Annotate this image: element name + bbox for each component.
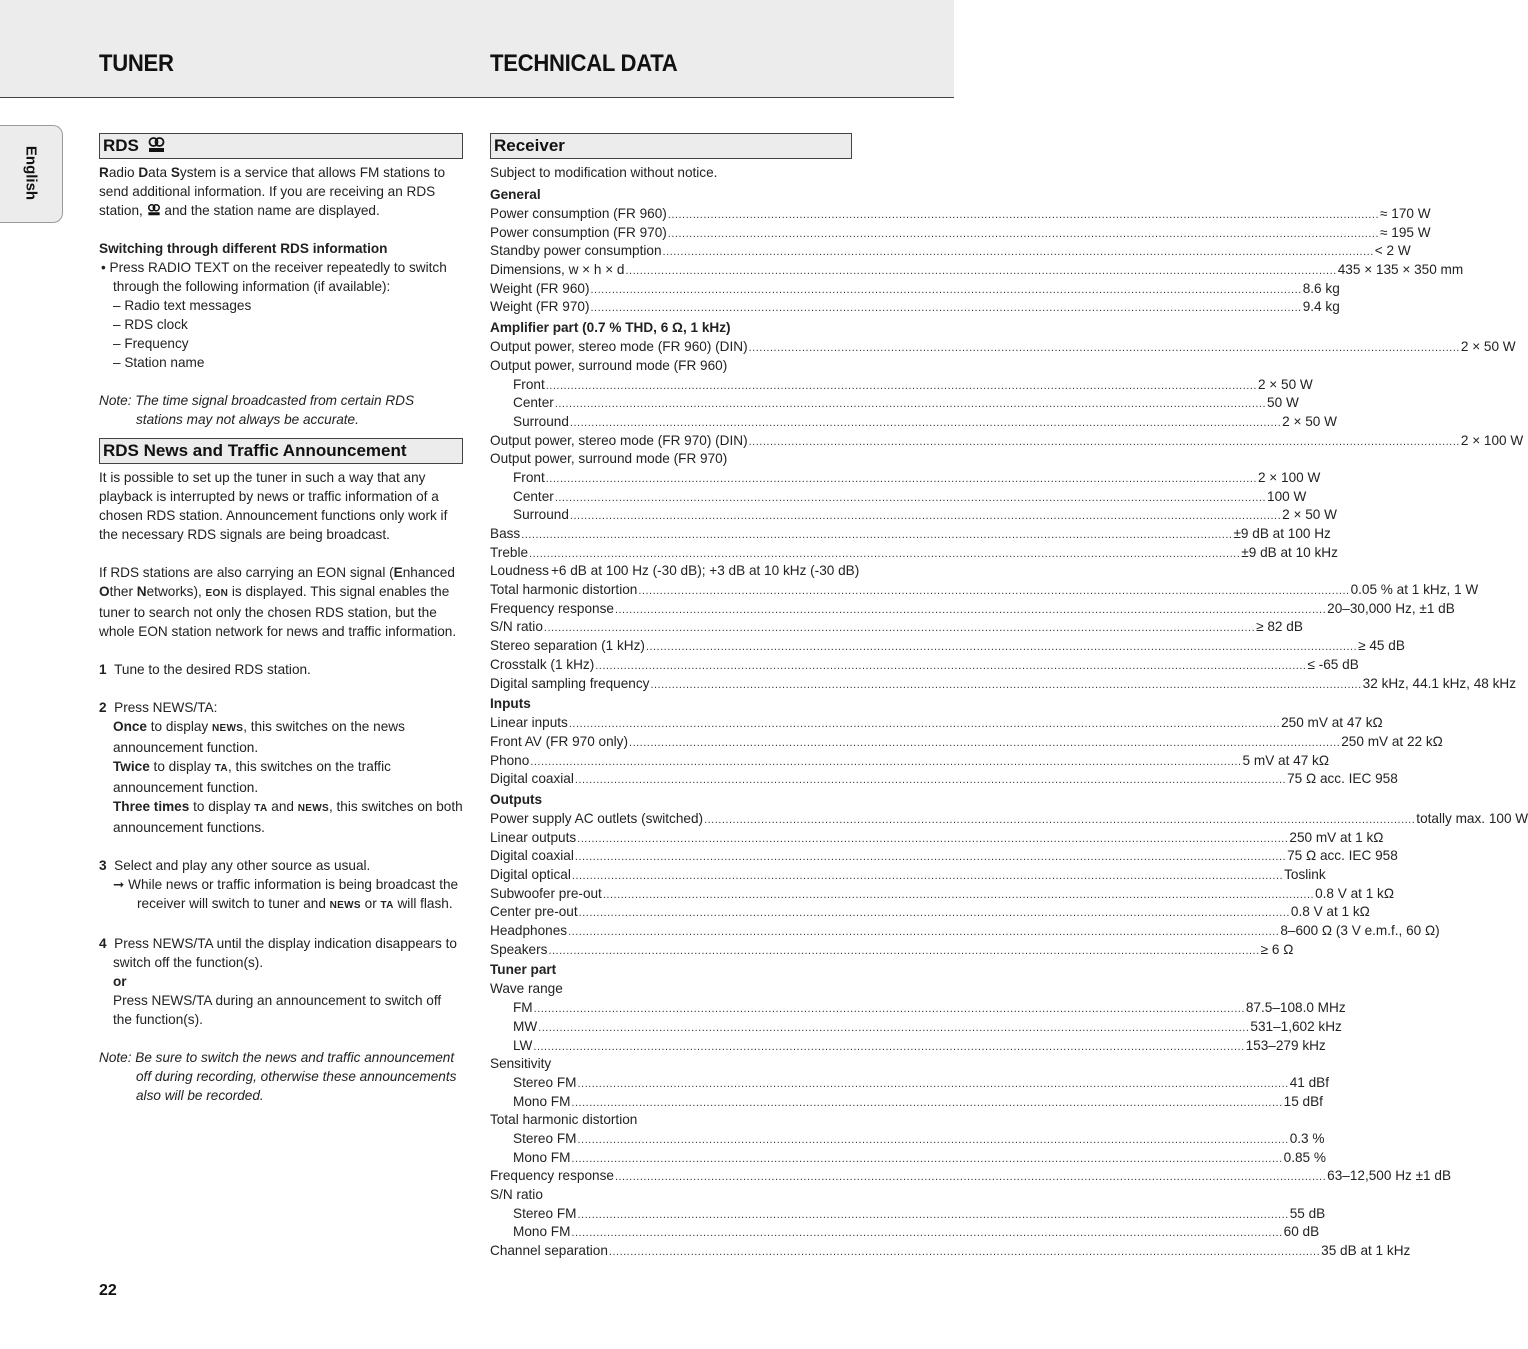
rds-info-list — [99, 296, 463, 372]
step-4: 4 Press NEWS/TA until the display indication disappears to switch off the function(s). — [99, 936, 457, 970]
spec-row — [490, 921, 1440, 940]
spec-row — [490, 1204, 1326, 1223]
leader-dots: ........................................................................................................................................................................................................ — [568, 926, 1280, 939]
spec-row — [490, 636, 1405, 655]
spec-label: Output power, stereo mode (FR 960) (DIN) — [490, 339, 748, 355]
spec-value: ±9 dB at 10 kHz — [1241, 544, 1338, 560]
spec-value: 60 dB — [1283, 1224, 1320, 1240]
spec-row — [490, 279, 1340, 298]
leader-dots: ........................................................................................................................................................................................................ — [650, 678, 1362, 691]
spec-label: Stereo FM — [513, 1130, 577, 1146]
spec-label: Frequency response — [490, 1168, 614, 1184]
spec-value: 9.4 kg — [1302, 299, 1340, 315]
spec-label: Surround — [513, 413, 569, 429]
spec-value: 41 dBf — [1289, 1074, 1330, 1090]
spec-row — [490, 487, 1307, 506]
spec-label: Standby power consumption — [490, 243, 662, 259]
leader-dots: ........................................................................................................................................................................................................ — [590, 302, 1302, 315]
spec-label: LW — [513, 1037, 533, 1053]
spec-row — [490, 468, 1321, 487]
spec-value: 15 dBf — [1283, 1093, 1323, 1109]
list-item: – RDS clock — [113, 317, 188, 332]
spec-row — [490, 1129, 1325, 1148]
spec-row — [490, 1166, 1452, 1185]
spec-label: Front — [513, 376, 545, 392]
spec-row — [490, 241, 1411, 260]
spec-label: Bass — [490, 526, 521, 541]
news-intro: It is possible to set up the tuner in such a way that any playback is interrupted by news or traffic information of a chosen RDS station. Announcement functions only work if the necessary RDS signals are being broadcast. — [99, 470, 448, 542]
spec-row — [490, 1017, 1342, 1036]
leader-dots: ........................................................................................................................................................................................................ — [667, 227, 1380, 240]
spec-label: Mono FM — [513, 1093, 571, 1109]
step-2: 2 Press NEWS/TA: — [99, 700, 218, 715]
leader-dots: ........................................................................................................................................................................................................ — [577, 1208, 1289, 1221]
spec-row — [490, 431, 1524, 450]
spec-value: ≈ 195 W — [1380, 224, 1431, 240]
spec-row — [490, 902, 1370, 921]
spec-row — [490, 505, 1337, 524]
leader-dots: ........................................................................................................................................................................................................ — [533, 1040, 1245, 1053]
step-2-once: Once to display NEWS, this switches on the news announcement function. — [113, 719, 405, 755]
header-band — [0, 0, 954, 98]
spec-row — [490, 561, 860, 580]
spec-label: Phono — [490, 752, 530, 768]
right-column — [490, 133, 1528, 1260]
leader-dots: ........................................................................................................................................................................................................ — [614, 603, 1327, 616]
spec-row — [490, 1036, 1326, 1055]
leader-dots: ........................................................................................................................................................................................................ — [574, 851, 1287, 864]
spec-value: 75 Ω acc. IEC 958 — [1287, 771, 1398, 787]
spec-row — [490, 940, 1294, 959]
spec-row — [490, 828, 1384, 847]
receiver-heading: Receiver — [490, 133, 852, 159]
spec-label: Digital optical — [490, 867, 571, 882]
leader-dots: ........................................................................................................................................................................................................ — [571, 1096, 1283, 1109]
step-3: 3 Select and play any other source as usual. — [99, 858, 371, 873]
spec-label: Surround — [513, 507, 569, 523]
spec-value: 2 × 50 W — [1460, 339, 1516, 355]
spec-value: 0.8 V at 1 kΩ — [1290, 904, 1370, 920]
spec-label: Treble — [490, 544, 529, 560]
spec-value: 20–30,000 Hz, ±1 dB — [1327, 600, 1455, 616]
spec-row — [490, 655, 1359, 674]
leader-dots: ........................................................................................................................................................................................................ — [577, 1077, 1289, 1090]
leader-dots: ........................................................................................................................................................................................................ — [590, 283, 1302, 296]
page-number: 22 — [99, 1282, 117, 1299]
spec-value: 2 × 50 W — [1282, 413, 1337, 429]
spec-value: 2 × 50 W — [1257, 376, 1313, 392]
spec-value: 2 × 100 W — [1460, 432, 1524, 448]
spec-row — [490, 204, 1431, 223]
spec-subheading: Wave range — [490, 981, 563, 997]
spec-value: 75 Ω acc. IEC 958 — [1287, 848, 1398, 864]
spec-row — [490, 223, 1431, 242]
spec-label: Headphones — [490, 923, 568, 939]
rds-logo-icon — [148, 137, 165, 153]
spec-label: Total harmonic distortion — [490, 582, 638, 598]
spec-value: +6 dB at 100 Hz (-30 dB); +3 dB at 10 kHz (-30 dB) — [550, 563, 860, 579]
spec-label: Stereo FM — [513, 1205, 577, 1221]
spec-row — [490, 524, 1331, 543]
spec-row — [490, 1148, 1326, 1167]
leader-dots: ........................................................................................................................................................................................................ — [571, 1227, 1283, 1240]
spec-row — [490, 580, 1479, 599]
spec-value: 8.6 kg — [1302, 280, 1340, 296]
spec-value: 0.05 % at 1 kHz, 1 W — [1350, 582, 1479, 598]
leader-dots: ........................................................................................................................................................................................................ — [608, 1246, 1321, 1259]
spec-value: totally max. 100 W — [1416, 810, 1528, 826]
spec-label: S/N ratio — [490, 619, 543, 635]
spec-row — [490, 393, 1299, 412]
spec-label: Center pre-out — [490, 904, 578, 920]
spec-value: < 2 W — [1374, 243, 1411, 259]
spec-value: 153–279 kHz — [1245, 1037, 1326, 1053]
spec-label: Dimensions, w × h × d — [490, 262, 625, 278]
spec-row — [490, 809, 1528, 828]
spec-row — [490, 1241, 1411, 1260]
spec-label: Output power, stereo mode (FR 970) (DIN) — [490, 432, 748, 448]
step-2-three: Three times to display TA and NEWS, this switches on both announcement functions. — [113, 799, 463, 835]
spec-row — [490, 375, 1313, 394]
leader-dots: ........................................................................................................................................................................................................ — [529, 547, 1241, 560]
leader-dots: ........................................................................................................................................................................................................ — [569, 416, 1282, 429]
spec-label: Weight (FR 970) — [490, 299, 590, 315]
spec-section-title: Inputs — [490, 696, 531, 712]
spec-section-title: General — [490, 187, 541, 202]
spec-row — [490, 846, 1398, 865]
section-title-technical-data: TECHNICAL DATA — [490, 50, 678, 77]
spec-row — [490, 599, 1455, 618]
news-note: Note: Be sure to switch the news and traffic announcement off during recording, otherwise these announcements also will be recorded. — [99, 1050, 457, 1103]
spec-row — [490, 713, 1383, 732]
spec-label: Digital coaxial — [490, 848, 574, 864]
spec-row — [490, 543, 1338, 562]
spec-label: Speakers — [490, 941, 548, 957]
spec-subheading: Output power, surround mode (FR 960) — [490, 357, 728, 373]
spec-row — [490, 1073, 1330, 1092]
spec-row — [490, 337, 1516, 356]
switching-bullet: • Press RADIO TEXT on the receiver repeatedly to switch through the following information (if available): — [101, 260, 447, 294]
leader-dots: ........................................................................................................................................................................................................ — [704, 813, 1416, 826]
spec-label: FM — [513, 1000, 533, 1016]
section-title-tuner: TUNER — [99, 50, 174, 77]
language-label: English — [22, 145, 40, 201]
list-item: – Station name — [113, 355, 205, 370]
spec-value: 50 W — [1267, 395, 1299, 411]
spec-subheading: S/N ratio — [490, 1187, 543, 1202]
spec-label: Stereo FM — [513, 1074, 577, 1090]
leader-dots: ........................................................................................................................................................................................................ — [548, 944, 1260, 957]
spec-subheading: Total harmonic distortion — [490, 1112, 638, 1128]
list-item: – Frequency — [113, 336, 189, 351]
spec-label: Power consumption (FR 960) — [490, 206, 667, 221]
spec-value: 55 dB — [1289, 1205, 1326, 1221]
spec-row — [490, 617, 1303, 636]
rds-note: Note: The time signal broadcasted from certain RDS stations may not always be accurate. — [99, 393, 415, 427]
spec-value: 250 mV at 47 kΩ — [1281, 715, 1383, 731]
spec-value: 32 kHz, 44.1 kHz, 48 kHz — [1362, 675, 1517, 691]
spec-row — [490, 674, 1517, 693]
spec-value: 63–12,500 Hz ±1 dB — [1327, 1168, 1452, 1184]
news-indicator: NEWS — [329, 900, 361, 911]
spec-label: Crosstalk (1 kHz) — [490, 656, 595, 672]
spec-value: 435 × 135 × 350 mm — [1337, 262, 1464, 278]
step-4-or: or — [113, 974, 127, 989]
leader-dots: ........................................................................................................................................................................................................ — [614, 1171, 1327, 1184]
ta-indicator: TA — [380, 900, 394, 911]
spec-value: 0.8 V at 1 kΩ — [1315, 885, 1395, 901]
spec-sections — [490, 185, 1528, 1260]
leader-dots: ........................................................................................................................................................................................................ — [667, 209, 1380, 221]
spec-label: Power supply AC outlets (switched) — [490, 810, 704, 826]
leader-dots: ........................................................................................................................................................................................................ — [521, 529, 1233, 541]
leader-dots: ........................................................................................................................................................................................................ — [645, 641, 1358, 654]
spec-label: Center — [513, 488, 554, 504]
leader-dots: ........................................................................................................................................................................................................ — [638, 585, 1350, 598]
list-item: – Radio text messages — [113, 298, 252, 313]
spec-label: Digital sampling frequency — [490, 675, 650, 691]
spec-label: Loudness — [490, 563, 549, 579]
leader-dots: ........................................................................................................................................................................................................ — [543, 622, 1256, 635]
spec-row — [490, 769, 1398, 788]
leader-dots: ........................................................................................................................................................................................................ — [554, 491, 1267, 504]
spec-row — [490, 1092, 1323, 1111]
spec-value: ±9 dB at 100 Hz — [1233, 526, 1331, 541]
leader-dots: ........................................................................................................................................................................................................ — [569, 510, 1282, 523]
spec-label: Digital coaxial — [490, 771, 574, 787]
eon-paragraph: If RDS stations are also carrying an EON signal (Enhanced Other Networks), EON is displayed. This signal enables the tuner to search not only the chosen RDS station, but the whole EON station network for news and traffic information. — [99, 565, 457, 639]
spec-subheading: Output power, surround mode (FR 970) — [490, 451, 728, 467]
leader-dots: ........................................................................................................................................................................................................ — [545, 472, 1257, 485]
spec-row — [490, 865, 1326, 884]
spec-value: 35 dB at 1 kHz — [1321, 1243, 1411, 1259]
spec-row — [490, 751, 1330, 770]
leader-dots: ........................................................................................................................................................................................................ — [554, 398, 1267, 411]
spec-value: ≈ 170 W — [1380, 206, 1431, 221]
spec-label: Front AV (FR 970 only) — [490, 733, 629, 749]
leader-dots: ........................................................................................................................................................................................................ — [574, 774, 1287, 787]
spec-label: Linear outputs — [490, 829, 577, 845]
leader-dots: ........................................................................................................................................................................................................ — [577, 1133, 1289, 1146]
spec-value: 0.3 % — [1289, 1130, 1325, 1146]
spec-row — [490, 998, 1346, 1017]
spec-value: 2 × 50 W — [1282, 507, 1337, 523]
switching-heading: Switching through different RDS information — [99, 241, 388, 256]
spec-label: Stereo separation (1 kHz) — [490, 638, 645, 654]
step-2-twice: Twice to display TA, this switches on the traffic announcement function. — [113, 759, 391, 795]
leader-dots: ........................................................................................................................................................................................................ — [748, 435, 1460, 448]
rds-heading-text: RDS — [103, 136, 139, 155]
spec-value: ≥ 45 dB — [1358, 638, 1405, 654]
spec-row — [490, 732, 1443, 751]
leader-dots: ........................................................................................................................................................................................................ — [571, 870, 1284, 882]
spec-row — [490, 412, 1337, 431]
spec-section-title: Amplifier part (0.7 % THD, 6 Ω, 1 kHz) — [490, 320, 731, 336]
spec-subheading: Sensitivity — [490, 1056, 552, 1072]
ta-indicator: TA — [254, 803, 268, 814]
spec-value: ≥ 6 Ω — [1260, 941, 1294, 957]
spec-label: Channel separation — [490, 1243, 608, 1259]
spec-value: 8–600 Ω (3 V e.m.f., 60 Ω) — [1280, 923, 1440, 939]
spec-value: ≥ 82 dB — [1256, 619, 1303, 635]
ta-indicator: TA — [214, 763, 228, 774]
step-4-alt: Press NEWS/TA during an announcement to switch off the function(s). — [113, 993, 442, 1027]
spec-label: Mono FM — [513, 1149, 571, 1165]
spec-label: MW — [513, 1018, 538, 1034]
leader-dots: ........................................................................................................................................................................................................ — [577, 832, 1289, 845]
leader-dots: ........................................................................................................................................................................................................ — [578, 907, 1290, 920]
news-traffic-heading: RDS News and Traffic Announcement — [99, 438, 463, 464]
leader-dots: ........................................................................................................................................................................................................ — [595, 659, 1307, 672]
spec-value: 2 × 100 W — [1257, 469, 1321, 485]
spec-value: 0.85 % — [1283, 1149, 1326, 1165]
news-indicator: NEWS — [297, 803, 329, 814]
spec-value: 250 mV at 1 kΩ — [1289, 829, 1384, 845]
leader-dots: ........................................................................................................................................................................................................ — [533, 1003, 1245, 1016]
leader-dots: ........................................................................................................................................................................................................ — [568, 718, 1281, 731]
leader-dots: ........................................................................................................................................................................................................ — [629, 736, 1341, 749]
eon-indicator: EON — [205, 588, 229, 599]
spec-row — [490, 297, 1340, 316]
leader-dots: ........................................................................................................................................................................................................ — [748, 342, 1460, 355]
spec-row — [490, 884, 1395, 903]
rds-inline-icon — [147, 204, 161, 216]
spec-value: ≤ -65 dB — [1307, 656, 1359, 672]
spec-value: 87.5–108.0 MHz — [1245, 1000, 1346, 1016]
spec-value: 5 mV at 47 kΩ — [1242, 752, 1330, 768]
spec-label: Subwoofer pre-out — [490, 885, 602, 901]
leader-dots: ........................................................................................................................................................................................................ — [571, 1152, 1283, 1165]
spec-label: Mono FM — [513, 1224, 571, 1240]
spec-value: 250 mV at 22 kΩ — [1341, 733, 1443, 749]
rds-intro: Radio Data System is a service that allows FM stations to send additional information. If you are receiving an RDS station, and the station name are displayed. — [99, 165, 446, 218]
step-1: 1 Tune to the desired RDS station. — [99, 662, 311, 677]
spec-value: 100 W — [1267, 488, 1307, 504]
spec-value: Toslink — [1284, 867, 1326, 882]
news-indicator: NEWS — [211, 723, 244, 734]
leader-dots: ........................................................................................................................................................................................................ — [545, 379, 1257, 392]
leader-dots: ........................................................................................................................................................................................................ — [602, 888, 1315, 901]
spec-row — [490, 1222, 1320, 1241]
spec-value: 531–1,602 kHz — [1250, 1018, 1342, 1034]
arrow-icon: ➞ — [113, 877, 125, 892]
rds-heading — [99, 133, 463, 159]
spec-label: Linear inputs — [490, 715, 568, 731]
leader-dots: ........................................................................................................................................................................................................ — [625, 265, 1337, 278]
spec-label: Front — [513, 469, 545, 485]
spec-row — [490, 260, 1464, 279]
spec-section-title: Outputs — [490, 791, 543, 807]
step-3-result: ➞ While news or traffic information is being broadcast the receiver will switch to tuner and NEWS or TA will flash. — [113, 877, 459, 911]
spec-label: Frequency response — [490, 600, 614, 616]
spec-label: Weight (FR 960) — [490, 280, 590, 296]
spec-label: Center — [513, 395, 554, 411]
leader-dots: ........................................................................................................................................................................................................ — [662, 246, 1374, 259]
leader-dots: ........................................................................................................................................................................................................ — [538, 1021, 1250, 1034]
spec-label: Power consumption (FR 970) — [490, 224, 667, 240]
spec-section-title: Tuner part — [490, 962, 557, 978]
left-column — [99, 133, 463, 1105]
leader-dots: ........................................................................................................................................................................................................ — [530, 755, 1242, 768]
receiver-subtitle: Subject to modification without notice. — [490, 165, 718, 180]
